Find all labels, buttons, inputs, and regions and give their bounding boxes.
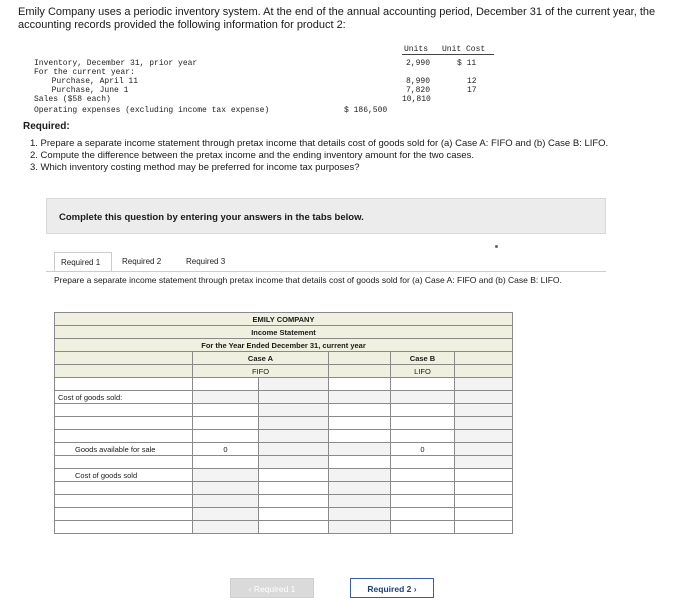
statement-title: Income Statement: [55, 326, 513, 339]
input-cell[interactable]: [55, 482, 193, 495]
row-units: 8,990: [406, 77, 431, 86]
input-cell[interactable]: [455, 469, 513, 482]
input-cell[interactable]: [391, 404, 455, 417]
case-a-header: Case A: [193, 352, 329, 365]
input-cell[interactable]: [55, 495, 193, 508]
tab-required-2[interactable]: Required 2: [122, 257, 162, 266]
case-b-method: LIFO: [391, 365, 455, 378]
row-label: For the current year:: [34, 68, 135, 77]
row-units: 2,990: [406, 59, 431, 68]
input-cell[interactable]: [391, 508, 455, 521]
input-cell[interactable]: [329, 378, 391, 391]
case-b-header: Case B: [391, 352, 455, 365]
input-cell[interactable]: [259, 521, 329, 534]
input-cell[interactable]: [391, 417, 455, 430]
input-cell[interactable]: [55, 430, 193, 443]
input-cell[interactable]: [391, 378, 455, 391]
input-cell[interactable]: [193, 417, 259, 430]
col-units-header: Units: [404, 45, 429, 54]
tab-required-3[interactable]: Required 3: [186, 257, 226, 266]
statement-period: For the Year Ended December 31, current year: [55, 339, 513, 352]
row-units: 10,810: [402, 95, 431, 104]
header-underline: [402, 54, 494, 55]
problem-intro: Emily Company uses a periodic inventory system. At the end of the annual accounting period, December 31 of the current year, the accounting records provided the following information for product 2:: [18, 6, 656, 31]
prev-button-label: Required 1: [253, 584, 296, 594]
row-label: Inventory, December 31, prior year: [34, 59, 198, 68]
input-cell[interactable]: [455, 482, 513, 495]
goods-available-case-b: 0: [391, 443, 455, 456]
row-cost: $ 11: [457, 59, 477, 68]
cogs-header-label: Cost of goods sold:: [55, 391, 193, 404]
row-units: 7,820: [406, 86, 431, 95]
row-amount: $ 186,500: [344, 106, 388, 115]
cogs-total-label: Cost of goods sold: [55, 469, 193, 482]
input-cell[interactable]: [55, 521, 193, 534]
requirement-item: 1. Prepare a separate income statement through pretax income that details cost of goods sold for (a) Case A: FIFO and (b) Case B: LIFO.: [30, 138, 609, 149]
row-cost: 17: [467, 86, 477, 95]
row-label: Operating expenses (excluding income tax expense): [34, 106, 270, 115]
input-cell[interactable]: [455, 508, 513, 521]
input-cell[interactable]: [329, 417, 391, 430]
prev-button[interactable]: [230, 578, 314, 598]
input-cell[interactable]: [391, 430, 455, 443]
income-statement-table: [54, 312, 513, 534]
requirement-item: 3. Which inventory costing method may be preferred for income tax purposes?: [30, 162, 360, 173]
row-label: Sales ($58 each): [34, 95, 111, 104]
chevron-left-icon: ‹: [248, 584, 252, 594]
input-cell[interactable]: [391, 456, 455, 469]
input-cell[interactable]: [55, 508, 193, 521]
input-cell[interactable]: [193, 430, 259, 443]
input-cell[interactable]: [391, 469, 455, 482]
input-cell[interactable]: [193, 378, 259, 391]
input-cell[interactable]: [391, 521, 455, 534]
input-cell[interactable]: [193, 404, 259, 417]
decorative-dot: [495, 245, 498, 248]
col-unit-cost-header: Unit Cost: [442, 45, 486, 54]
input-cell[interactable]: [259, 469, 329, 482]
input-cell[interactable]: [55, 378, 193, 391]
goods-available-case-a: 0: [193, 443, 259, 456]
input-cell[interactable]: [329, 456, 391, 469]
input-cell[interactable]: [329, 430, 391, 443]
banner-text: Complete this question by entering your answers in the tabs below.: [59, 212, 364, 223]
chevron-right-icon: ›: [413, 584, 417, 594]
input-cell[interactable]: [391, 482, 455, 495]
tab-required-1[interactable]: Required 1: [54, 252, 112, 272]
input-cell[interactable]: [259, 495, 329, 508]
case-a-method: FIFO: [193, 365, 329, 378]
input-cell[interactable]: [455, 495, 513, 508]
input-cell[interactable]: [391, 495, 455, 508]
input-cell[interactable]: [55, 417, 193, 430]
input-cell[interactable]: [329, 404, 391, 417]
company-name: EMILY COMPANY: [55, 313, 513, 326]
input-cell[interactable]: [193, 456, 259, 469]
input-cell[interactable]: [55, 404, 193, 417]
row-label: Purchase, April 11: [42, 77, 139, 86]
goods-available-label: Goods available for sale: [55, 443, 193, 456]
input-cell[interactable]: [259, 482, 329, 495]
input-cell[interactable]: [259, 508, 329, 521]
next-button-label: Required 2: [367, 584, 412, 594]
row-cost: 12: [467, 77, 477, 86]
required-title: Required:: [23, 121, 70, 132]
input-cell[interactable]: [455, 521, 513, 534]
row-label: Purchase, June 1: [42, 86, 129, 95]
instruction-banner: [46, 198, 606, 234]
requirement-item: 2. Compute the difference between the pretax income and the ending inventory amount for the two cases.: [30, 150, 474, 161]
input-cell[interactable]: [55, 456, 193, 469]
requirements-list: [30, 138, 650, 174]
panel-instruction: Prepare a separate income statement through pretax income that details cost of goods sold for (a) Case A: FIFO and (b) Case B: LIFO.: [54, 275, 562, 285]
tab-divider: [46, 271, 606, 272]
next-button[interactable]: [350, 578, 434, 598]
